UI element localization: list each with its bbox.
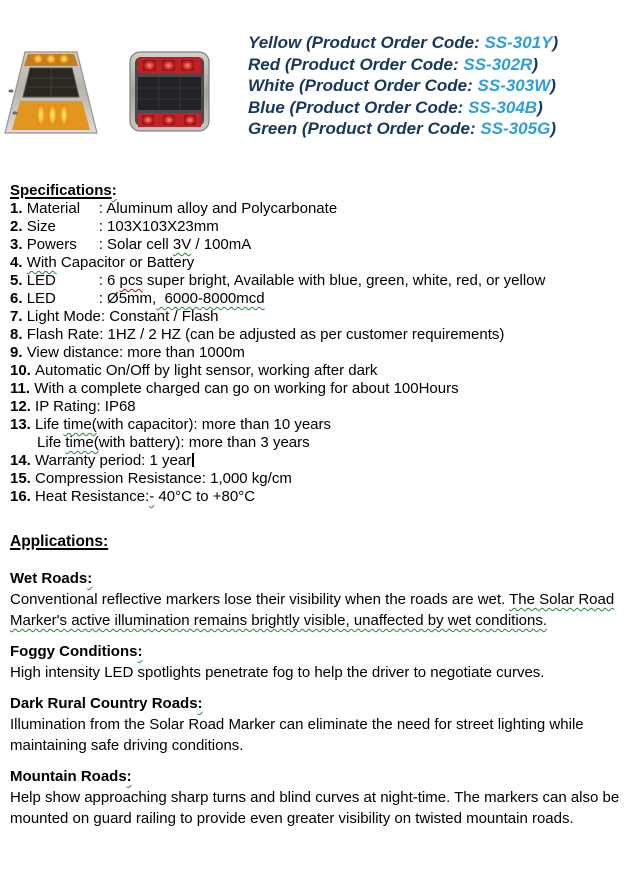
application-heading-text: Wet Roads xyxy=(10,570,88,587)
spec-item xyxy=(10,326,622,344)
text-run: super bright, Available with blue, green, white, red, or yellow xyxy=(142,272,546,289)
text-run: 40°C to +80°C xyxy=(154,488,256,505)
text-run: Warranty period: 1 year xyxy=(35,452,192,469)
order-code: SS-304B xyxy=(468,97,538,117)
spec-item xyxy=(10,272,622,290)
code-prefix: Red (Product Order Code: xyxy=(248,54,464,74)
text-run: : Solar cell xyxy=(98,236,173,253)
text-run: : Aluminum alloy and Polycarbonate xyxy=(98,200,338,217)
spec-item-label: LED xyxy=(26,272,56,289)
application-heading-text: Dark Rural Country Roads xyxy=(10,695,198,712)
text-run: Conventional reflective markers lose their visibility when the roads are wet. xyxy=(10,591,510,608)
code-suffix: ) xyxy=(537,97,543,117)
text-run: 6000-8000mcd xyxy=(156,290,265,307)
spec-item-number: 1. xyxy=(10,200,27,217)
application-heading-colon: : xyxy=(197,695,203,712)
text-run: Help show approaching sharp turns and blind curves at night-time. The markers can also be mounted on guard railing to provide even greater visibility on twisted mountain roads. xyxy=(10,789,620,827)
text-run: View distance: more than 1000m xyxy=(26,344,245,361)
code-suffix: ) xyxy=(550,119,556,138)
spec-item-number: 14. xyxy=(10,452,36,469)
spec-item-label: Powers xyxy=(26,236,77,253)
spec-item-number: 6. xyxy=(10,290,27,307)
text-run: IP Rating: IP68 xyxy=(35,398,136,415)
red-road-stud-photo xyxy=(129,51,210,132)
text-run: High intensity LED spotlights penetrate fog to help the driver to negotiate curves. xyxy=(10,664,545,681)
application-section xyxy=(10,568,622,631)
spec-item xyxy=(10,254,622,272)
application-body xyxy=(10,714,620,756)
spec-item xyxy=(10,398,622,416)
spec-item-number: 13. xyxy=(10,416,36,433)
spec-item-number: 12. xyxy=(10,398,36,415)
spec-item-number: 16. xyxy=(10,488,36,505)
spec-list xyxy=(10,200,622,506)
text-run: Heat Resistance: xyxy=(35,488,150,505)
text-run: The Solar Road Marker's active illumination remains brightly visible, unaffected by wet conditions. xyxy=(10,591,615,629)
spec-item-number: 5. xyxy=(10,272,27,289)
yellow-road-stud-photo xyxy=(4,49,98,136)
spec-item-label: Material xyxy=(26,200,81,217)
spec-item-label: LED xyxy=(26,290,56,307)
product-code-line xyxy=(248,54,558,76)
spec-item-number: 10. xyxy=(10,362,36,379)
text-run: time( xyxy=(63,416,97,433)
application-section xyxy=(10,641,622,683)
application-heading xyxy=(10,568,622,589)
spec-item xyxy=(10,452,622,470)
spec-item-label: Size xyxy=(26,218,56,235)
product-code-line xyxy=(248,97,558,119)
spec-item-number: 3. xyxy=(10,236,27,253)
spec-item xyxy=(10,236,622,254)
spec-item xyxy=(10,308,622,326)
spec-item xyxy=(10,344,622,362)
specifications-title: Specifications: xyxy=(10,182,117,199)
text-run: Flash Rate: 1HZ / 2 HZ (can be adjusted as per customer requirements) xyxy=(26,326,505,343)
spec-item xyxy=(10,434,622,452)
application-heading-text: Mountain Roads xyxy=(10,768,127,785)
product-code-line xyxy=(248,75,558,97)
text-run: Illumination from the Solar Road Marker can eliminate the need for street lighting while maintaining safe driving conditions. xyxy=(10,716,584,754)
code-suffix: ) xyxy=(552,33,559,52)
spec-item xyxy=(10,200,622,218)
text-run: Compression Resistance: 1,000 kg/cm xyxy=(35,470,292,487)
spec-item xyxy=(10,488,622,506)
applications-sections xyxy=(10,568,622,829)
order-code: SS-301Y xyxy=(484,33,553,52)
spec-item xyxy=(10,362,622,380)
code-suffix: ) xyxy=(532,54,539,74)
spec-item xyxy=(10,470,622,488)
order-code: SS-302R xyxy=(463,54,533,74)
order-code: SS-303W xyxy=(477,76,551,95)
application-body xyxy=(10,589,620,631)
text-run: 3V xyxy=(172,236,192,253)
application-heading xyxy=(10,641,622,662)
spec-item-number: 2. xyxy=(10,218,27,235)
text-run: - xyxy=(149,488,155,505)
spec-item-number: 15. xyxy=(10,470,36,487)
spec-item-number: 4. xyxy=(10,254,27,271)
product-code-line xyxy=(248,118,558,140)
text-run: Capacitor or Battery xyxy=(56,254,195,271)
spec-item xyxy=(10,416,622,434)
application-heading-colon: : xyxy=(126,768,132,785)
code-suffix: ) xyxy=(550,76,556,95)
text-run: With xyxy=(26,254,57,271)
application-heading xyxy=(10,693,622,714)
text-run: : 6 xyxy=(98,272,120,289)
document-header xyxy=(0,0,624,182)
spec-item xyxy=(10,380,622,398)
application-section xyxy=(10,693,622,756)
code-prefix: Blue (Product Order Code: xyxy=(248,97,469,117)
spec-item-number: 11. xyxy=(10,380,35,397)
text-run: : 103X103X23mm xyxy=(98,218,219,235)
spec-item-number: 9. xyxy=(10,344,27,361)
text-run: Automatic On/Off by light sensor, working after dark xyxy=(35,362,378,379)
text-run: : Ø5mm, xyxy=(98,290,157,307)
text-cursor xyxy=(192,453,194,467)
text-run: Light Mode: Constant / Flash xyxy=(26,308,219,325)
spec-item xyxy=(10,290,622,308)
application-body xyxy=(10,662,620,683)
spec-item-number: 7. xyxy=(10,308,27,325)
application-section xyxy=(10,766,622,829)
order-code: SS-305G xyxy=(480,119,551,138)
product-code-line xyxy=(248,32,558,54)
application-body xyxy=(10,787,620,829)
product-code-list xyxy=(248,32,558,140)
text-run: time( xyxy=(65,434,99,451)
spec-item xyxy=(10,218,622,236)
spec-item-number: 8. xyxy=(10,326,27,343)
document-body xyxy=(10,182,622,839)
code-prefix: Yellow (Product Order Code: xyxy=(248,33,485,52)
specifications-title-colon: : xyxy=(111,182,117,199)
text-run: / 100mA xyxy=(191,236,252,253)
application-heading-colon: : xyxy=(87,570,93,587)
text-run: with capacitor): more than 10 years xyxy=(96,416,332,433)
application-heading-colon: : xyxy=(137,643,143,660)
text-run: Life xyxy=(37,434,66,451)
text-run: pcs xyxy=(119,272,143,289)
text-run: Life xyxy=(35,416,64,433)
applications-title: Applications: xyxy=(10,533,109,550)
application-heading-text: Foggy Conditions xyxy=(10,643,138,660)
application-heading xyxy=(10,766,622,787)
text-run: With a complete charged can go on working for about 100Hours xyxy=(34,380,459,397)
code-prefix: Green (Product Order Code: xyxy=(248,119,481,138)
code-prefix: White (Product Order Code: xyxy=(248,76,478,95)
text-run: with battery): more than 3 years xyxy=(98,434,310,451)
